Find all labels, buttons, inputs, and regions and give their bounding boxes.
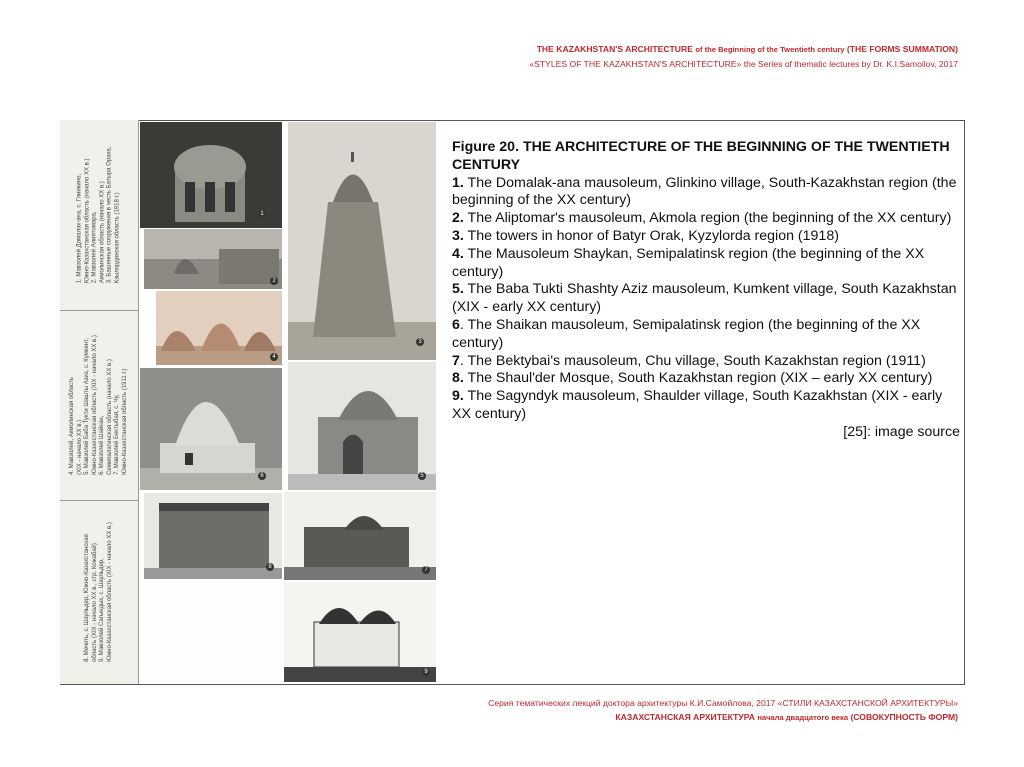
photo-number: 2 [270, 277, 278, 285]
footer-title: КАЗАХСТАНСКАЯ АРХИТЕКТУРА [615, 712, 755, 722]
photo-number: 6 [258, 472, 266, 480]
caption-text: 1. Мавзолей Домалак-ана, с. Глинкино, Южно-Казахстанская область (начало XX в.) 2. Мавзолей Алиптомара, Акмолинская область (начало XX в.) 3. Башенные сооружения в честь Батыра Орака, Кзылординская область (1918 г.) [76, 146, 120, 284]
header-title: THE KAZAKHSTAN'S ARCHITECTURE [536, 44, 693, 54]
item-number: 3. [452, 227, 464, 244]
photo-tower [288, 122, 436, 360]
item-number: 4. [452, 245, 464, 262]
figure-item [452, 175, 960, 211]
figure-item [452, 246, 960, 282]
photo-number: 1 [258, 210, 266, 218]
figure-description [452, 139, 960, 442]
photo-aliptomar [144, 229, 282, 289]
item-text: The Baba Tukti Shashty Aziz mausoleum, Kumkent village, South Kazakhstan (XIX - early XX century) [452, 281, 957, 316]
photo-bektybai [284, 492, 436, 580]
photo-baba-tukti [140, 368, 282, 490]
item-number: 5. [452, 281, 464, 298]
slide-header [529, 42, 958, 71]
figure-item [452, 388, 960, 424]
photo-number: 5 [418, 472, 426, 480]
item-text: The Shaul'der Mosque, South Kazakhstan region (XIX – early XX century) [463, 370, 933, 387]
slide-footer [488, 696, 958, 725]
image-source: [25]: image source [843, 423, 960, 440]
caption-block [60, 500, 138, 684]
footer-subtitle: начала двадцатого века [757, 713, 849, 722]
header-series: «STYLES OF THE KAZAKHSTAN'S ARCHITECTURE» the Series of thematic lectures by Dr. K.I.Samoilov, 2017 [529, 59, 958, 69]
item-number: 1. [452, 174, 464, 191]
photo-number: 3 [416, 338, 424, 346]
caption-text: 4. Мавзолей, Акмолинская область (XIX - начало XX в.) 5. Мавзолей Баба Тукти Шашты Азиз, с. Кумкент, Южно-Казахстанская область (XIX - начало XX в.) 6. Мавзолей Шайкан, Семипалатинская область (начало XX в.) 7. Мавзолей Бектыбая, с. Чу, Южно-Казахстанская область (1911 г.) [69, 335, 128, 475]
caption-text: 8. Мечеть, с. Шаульдер, Южно-Казахстанская область (XIX - начало XX в., стр. Кожабай) 9. Мавзолей Сагындык, с. Шаульдер, Южно-Казахстанская область (XIX - начало XX в.) [84, 522, 113, 662]
photo-shaulder-mosque [144, 493, 282, 579]
figure-item [452, 281, 960, 317]
header-subtitle: of the Beginning of the Twentieth century [695, 45, 845, 54]
photo-number: 4 [270, 353, 278, 361]
item-text: . The Shaikan mausoleum, Semipalatinsk region (the beginning of the XX century) [452, 316, 921, 351]
item-text: The Aliptomar's mausoleum, Akmola region (the beginning of the XX century) [463, 210, 952, 227]
item-number: 6 [452, 316, 460, 333]
figure-item [452, 353, 960, 371]
caption-block [60, 310, 138, 501]
caption-block [60, 120, 138, 311]
item-text: . The Bektybai's mausoleum, Chu village, South Kazakhstan region (1911) [459, 352, 926, 369]
item-number: 2. [452, 210, 464, 227]
photo-domalak-ana [140, 122, 282, 228]
footer-series: Серия тематических лекций доктора архитектуры К.И.Самойлова, 2017 «СТИЛИ КАЗАХСТАНСКОЙ АРХИТЕКТУРЫ» [488, 698, 958, 708]
footer-title-end: (СОВОКУПНОСТЬ ФОРМ) [850, 712, 958, 722]
item-number: 7 [452, 352, 460, 369]
item-text: The Domalak-ana mausoleum, Glinkino village, South-Kazakhstan region (the beginning of the XX century) [452, 174, 957, 209]
photo-number: 8 [266, 563, 274, 571]
header-title-end: (THE FORMS SUMMATION) [846, 44, 958, 54]
photo-batyr-orak-domes [156, 291, 282, 365]
figure-item [452, 317, 960, 353]
photo-number: 9 [422, 668, 430, 676]
photo-blank [144, 580, 282, 682]
caption-strip [60, 120, 139, 684]
item-number: 9. [452, 388, 464, 405]
item-text: The Mausoleum Shaykan, Semipalatinsk region (the beginning of the XX century) [452, 245, 925, 280]
item-number: 8. [452, 370, 464, 387]
photo-sagyndyk [284, 582, 436, 682]
photo-shaikan [288, 362, 436, 490]
figure-item [452, 228, 960, 246]
item-text: The towers in honor of Batyr Orak, Kyzylorda region (1918) [463, 227, 839, 244]
item-text: The Sagyndyk mausoleum, Shaulder village, South Kazakhstan (XIX - early XX century) [452, 388, 943, 422]
photo-number: 7 [422, 566, 430, 574]
figure-item [452, 210, 960, 228]
figure-item [452, 370, 960, 388]
figure-title: Figure 20. THE ARCHITECTURE OF THE BEGINNING OF THE TWENTIETH CENTURY [452, 139, 950, 173]
